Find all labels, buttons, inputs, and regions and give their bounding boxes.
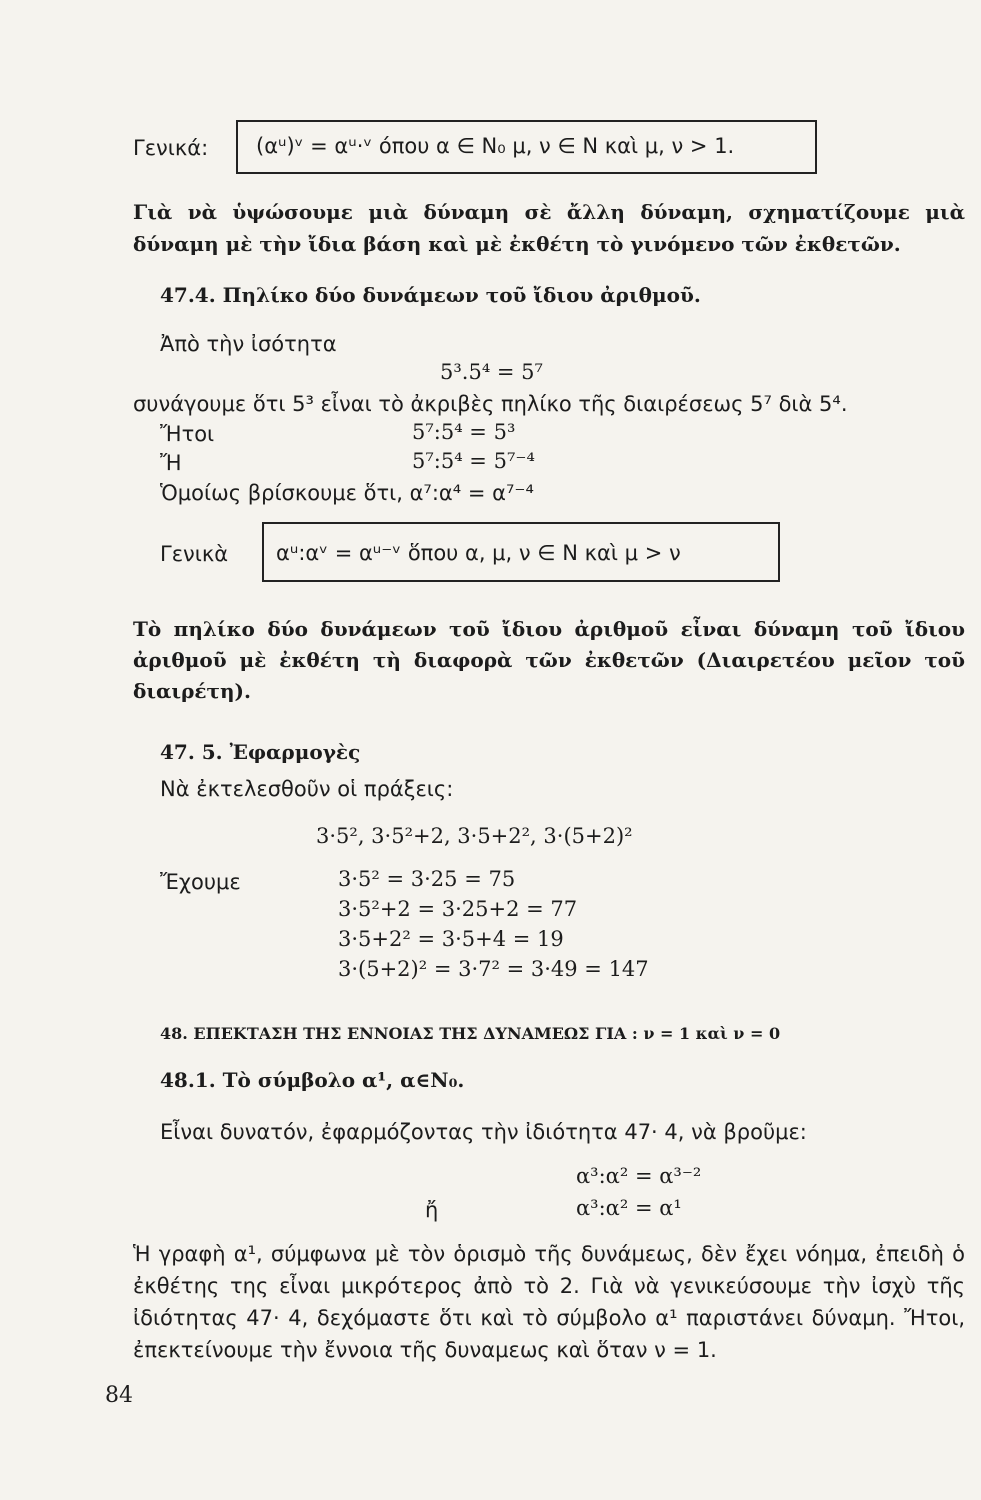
text-apo: Ἀπὸ τὴν ἰσότητα xyxy=(160,332,337,356)
text-synagoume: συνάγουμε ὅτι 5³ εἶναι τὸ ἀκριβὲς πηλίκο τῆς διαιρέσεως 5⁷ διὰ 5⁴. xyxy=(133,392,848,416)
equation-a3-a2-a1: α³:α² = α¹ xyxy=(576,1196,682,1220)
rule-quotient: Τὸ πηλίκο δύο δυνάμεων τοῦ ἴδιου ἀριθμοῦ εἶναι δύναμη τοῦ ἴδιου ἀριθμοῦ μὲ ἐκθέτη τὴ διαφορὰ τῶν ἐκθετῶν (Διαιρετέου μεῖον τοῦ διαιρέτη). xyxy=(133,617,965,703)
section-48-1-title: 48.1. Τὸ σύμβολο α¹, α∈N₀. xyxy=(160,1068,465,1092)
label-i: Ἤ xyxy=(160,451,182,475)
paragraph-generalization: Ἡ γραφὴ α¹, σύμφωνα μὲ τὸν ὁρισμὸ τῆς δυνάμεως, δὲν ἔχει νόημα, ἐπειδὴ ὁ ἐκθέτης της εἶναι μικρότερος ἀπὸ τὸ 2. Γιὰ νὰ γενικεύσουμε τὴν ἰσχὺ τῆς ἰδιότητας 47· 4, δεχόμαστε ὅτι καὶ τὸ σύμβολο α¹ παριστάνει δύναμη. Ἤτοι, ἐπεκτείνουμε τὴν ἔννοια τῆς δυναμεως καὶ ὅταν ν = 1. xyxy=(133,1242,965,1362)
operations-list: 3·5², 3·5²+2, 3·5+2², 3·(5+2)² xyxy=(316,824,633,848)
box1-label: Γενικά: xyxy=(133,136,209,160)
rule-power-of-power: Γιὰ νὰ ὑψώσουμε μιὰ δύναμη σὲ ἄλλη δύναμη, σχηματίζουμε μιὰ δύναμη μὲ τὴν ἴδια βάση καὶ μὲ ἐκθέτη τὸ γινόμενο τῶν ἐκθετῶν. xyxy=(133,200,965,256)
equation-itoi: 5⁷:5⁴ = 5³ xyxy=(412,420,516,444)
calc-line-4: 3·(5+2)² = 3·7² = 3·49 = 147 xyxy=(338,957,649,981)
section-47-5-title: 47. 5. Ἐφαρμογὲς xyxy=(160,740,361,764)
equation-5-3-5-4: 5³.5⁴ = 5⁷ xyxy=(440,360,543,384)
section-47-4-title: 47.4. Πηλίκο δύο δυνάμεων τοῦ ἴδιου ἀριθμοῦ. xyxy=(160,283,701,307)
section-48-title: 48. ΕΠΕΚΤΑΣΗ ΤΗΣ ΕΝΝΟΙΑΣ ΤΗΣ ΔΥΝΑΜΕΩΣ ΓΙΑ : ν = 1 καὶ ν = 0 xyxy=(160,1024,781,1043)
formula-power-of-power: (αᵘ)ᵛ = αᵘ·ᵛ όπου α ∈ N₀ μ, ν ∈ N καὶ μ, ν > 1. xyxy=(256,134,735,158)
text-einai-dynaton: Εἶναι δυνατόν, ἐφαρμόζοντας τὴν ἰδιότητα 47· 4, νὰ βροῦμε: xyxy=(160,1120,807,1144)
equation-a3-a2-diff: α³:α² = α³⁻² xyxy=(576,1164,702,1188)
calc-line-1: 3·5² = 3·25 = 75 xyxy=(338,867,516,891)
text-na-ektelesthoun: Νὰ ἐκτελεσθοῦν οἱ πράξεις: xyxy=(160,777,454,801)
box2-label: Γενικὰ xyxy=(160,542,229,566)
calc-line-2: 3·5²+2 = 3·25+2 = 77 xyxy=(338,897,578,921)
equation-i: 5⁷:5⁴ = 5⁷⁻⁴ xyxy=(412,449,535,473)
label-echoume: Ἔχουμε xyxy=(160,870,241,894)
formula-box-quotient xyxy=(262,522,780,582)
formula-quotient: αᵘ:αᵛ = αᵘ⁻ᵛ ὅπου α, μ, ν ∈ N καὶ μ > ν xyxy=(276,541,681,565)
label-ii: ἤ xyxy=(425,1198,439,1222)
formula-box-power-of-power xyxy=(236,120,817,174)
text-omoios: Ὁμοίως βρίσκουμε ὅτι, α⁷:α⁴ = α⁷⁻⁴ xyxy=(160,481,534,505)
calc-line-3: 3·5+2² = 3·5+4 = 19 xyxy=(338,927,564,951)
label-itoi: Ἤτοι xyxy=(160,422,215,446)
page-number: 84 xyxy=(105,1383,133,1408)
